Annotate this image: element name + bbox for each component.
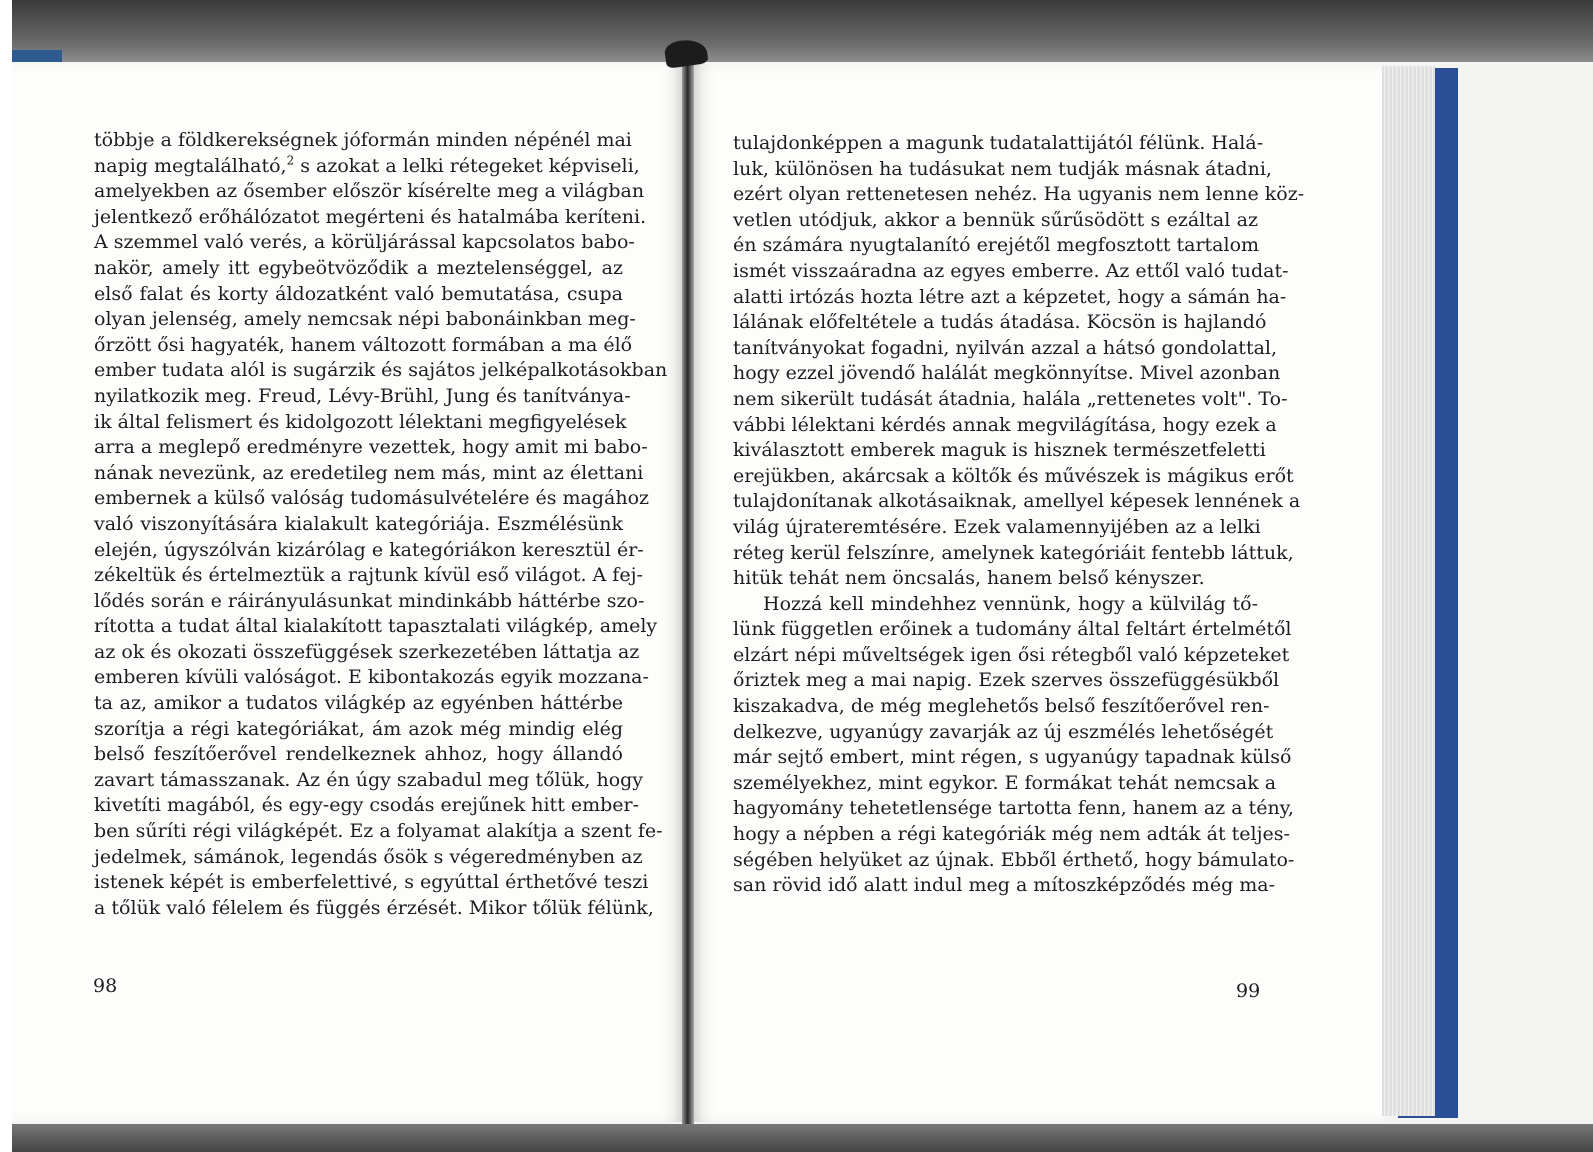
text-line: őrzött ősi hagyaték, hanem változott formában a ma élő: [94, 333, 633, 356]
text-line: az ok és okozati összefüggések szerkezetében láttatja az: [94, 640, 640, 663]
text-line: lálának előfeltétele a tudás átadása. Köcsön is hajlandó: [733, 311, 1267, 334]
footnote-mark: 2: [286, 153, 295, 168]
text-line: elzárt népi műveltségek igen ősi rétegből való képzeteket: [733, 643, 1290, 666]
paragraph-2: [733, 592, 1295, 899]
text-line: embernek a külső valóság tudomásulvételére és magához: [94, 487, 650, 510]
text-line: ezért olyan rettenetesen nehéz. Ha ugyanis nem lenne köz-: [733, 183, 1305, 206]
text-line: többje a földkerekségnek jóformán minden népénél mai: [94, 129, 632, 151]
left-page-text: [94, 128, 668, 921]
text-line: ben sűríti régi világképét. Ez a folyamat alakítja a szent fe-: [94, 820, 663, 843]
text-line: luk, különösen ha tudásukat nem tudják másnak átadni,: [733, 157, 1272, 180]
text-line: ismét visszaáradna az egyes emberre. Az ettől való tudat-: [733, 259, 1289, 282]
text-line: rította a tudat által kialakított tapasztalati világkép, amely: [94, 615, 658, 638]
scanner-top-shadow: [12, 0, 1593, 62]
text-line: tanítványokat fogadni, nyilván azzal a hátsó gondolattal,: [733, 336, 1278, 359]
text-line: világ újrateremtésére. Ezek valamennyijében az a lelki: [733, 515, 1261, 538]
text-line: ik által felismert és kidolgozott lélektani megfigyelések: [94, 410, 627, 433]
text-line: ta az, amikor a tudatos világkép az egyénben háttérbe: [94, 692, 623, 715]
page-edges: [1378, 66, 1435, 1116]
text-line: tulajdonképpen a magunk tudatalattijától félünk. Halá-: [733, 132, 1264, 154]
text-line: erejükben, akárcsak a költők és művészek is mágikus erőt: [733, 464, 1294, 487]
text-line: alatti irtózás hozta létre azt a képzetet, hogy a sámán ha-: [733, 285, 1287, 308]
text-line: első falat és korty áldozatként való bemutatása, csupa: [94, 282, 623, 305]
text-line: elején, úgyszólván kizárólag e kategóriákon keresztül ér-: [94, 538, 644, 561]
text-line: kivetíti magából, és egy-egy csodás erejűnek hitt ember-: [94, 794, 640, 817]
text-line: san rövid idő alatt indul meg a mítoszképződés még ma-: [733, 874, 1276, 897]
text-line: őriztek meg a mai napig. Ezek szerves összefüggésükből: [733, 669, 1280, 692]
text-line: napig megtalálható,$^2$ s azokat a lelki rétegeket képviseli,: [94, 153, 640, 177]
right-page-text: [733, 131, 1305, 899]
scanner-bottom-shadow: [12, 1124, 1593, 1152]
text-line: én számára nyugtalanító erejétől megfosztott tartalom: [733, 234, 1260, 257]
text-line: jedelmek, sámánok, legendás ősök s végeredményben az: [94, 845, 643, 868]
text-line: már sejtő embert, mint régen, s ugyanúgy tapadnak külső: [733, 746, 1292, 769]
text-line: kiválasztott emberek maguk is hisznek természetfeletti: [733, 439, 1266, 462]
text-line: lünk független erőinek a tudomány által feltárt értelmétől: [733, 618, 1292, 641]
text-line: nának nevezünk, az eredetileg nem más, mint az élettani: [94, 461, 644, 484]
text-line: zavart támasszanak. Az én úgy szabadul meg tőlük, hogy: [94, 768, 644, 791]
text-line: jelentkező erőhálózatot megérteni és hatalmába keríteni.: [94, 205, 647, 228]
text-line: hogy ezzel jövendő halálát megkönnyítse. Mivel azonban: [733, 362, 1281, 385]
text-line: nakör, amely itt egybeötvöződik a meztelenséggel, az: [94, 256, 623, 279]
text-line: kiszakadva, de még meglehetős belső feszítőerővel ren-: [733, 695, 1270, 718]
text-line: zékeltük és értelmeztük a rajtunk kívül eső világot. A fej-: [94, 564, 643, 587]
text-line: tulajdonítanak alkotásaiknak, amellyel képesek lennének a: [733, 490, 1301, 513]
text-line: ségében helyüket az újnak. Ebből érthető, hogy bámulato-: [733, 848, 1295, 871]
text-line: amelyekben az ősember először kísérelte meg a világban: [94, 180, 645, 203]
text-line: a tőlük való félelem és függés érzését. Mikor tőlük félünk,: [94, 896, 654, 919]
text-line: szorítja a régi kategóriákat, ám azok még mindig elég: [94, 717, 623, 740]
text-line: olyan jelenség, amely nemcsak népi babonáinkban meg-: [94, 308, 636, 331]
text-line: nyilatkozik meg. Freud, Lévy-Brühl, Jung és tanítványa-: [94, 384, 631, 407]
text-line: arra a meglepő eredményre vezettek, hogy amit mi babo-: [94, 436, 648, 459]
page-number-left: 98: [93, 975, 118, 997]
text-line: istenek képét is emberfelettivé, s egyúttal érthetővé teszi: [94, 871, 649, 894]
text-line: való viszonyítására kialakult kategóriája. Eszmélésünk: [94, 512, 623, 535]
text-line: belső feszítőerővel rendelkeznek ahhoz, hogy állandó: [94, 743, 623, 766]
text-line: Hozzá kell mindehhez vennünk, hogy a külvilág tő-: [763, 592, 1258, 615]
text-line: ember tudata alól is sugárzik és sajátos jelképalkotásokban: [94, 359, 668, 382]
text-line: nem sikerült tudását átadnia, halála „rettenetes volt". To-: [733, 387, 1288, 410]
text-line: vábbi lélektani kérdés annak megvilágítása, hogy ezek a: [733, 413, 1277, 436]
text-line: hagyomány tehetetlensége tartotta fenn, hanem az a tény,: [733, 797, 1294, 820]
text-line: réteg kerül felszínre, amelynek kategóriáit fentebb láttuk,: [733, 541, 1294, 564]
text-line: személyekhez, mint egykor. E formákat tehát nemcsak a: [733, 771, 1277, 794]
text-line: lődés során e ráirányulásunkat mindinkább háttérbe szo-: [94, 589, 645, 612]
text-line: emberen kívüli valóságot. E kibontakozás egyik mozzana-: [94, 666, 649, 689]
text-line: vetlen utódjuk, akkor a bennük sűrűsödött s ezáltal az: [733, 208, 1258, 231]
paragraph-1: [733, 131, 1305, 592]
text-line: hitük tehát nem öncsalás, hanem belső kényszer.: [733, 567, 1205, 590]
page-number-right: 99: [1236, 980, 1261, 1002]
text-line: A szemmel való verés, a körüljárással kapcsolatos babo-: [94, 231, 635, 254]
book-gutter: [682, 48, 694, 1124]
text-line: hogy a népben a régi kategóriák még nem adták át teljes-: [733, 823, 1290, 846]
text-line: delkezve, ugyanúgy zavarják az új eszmélés lehetőségét: [733, 720, 1274, 743]
scanner-left-margin: [0, 0, 12, 1152]
